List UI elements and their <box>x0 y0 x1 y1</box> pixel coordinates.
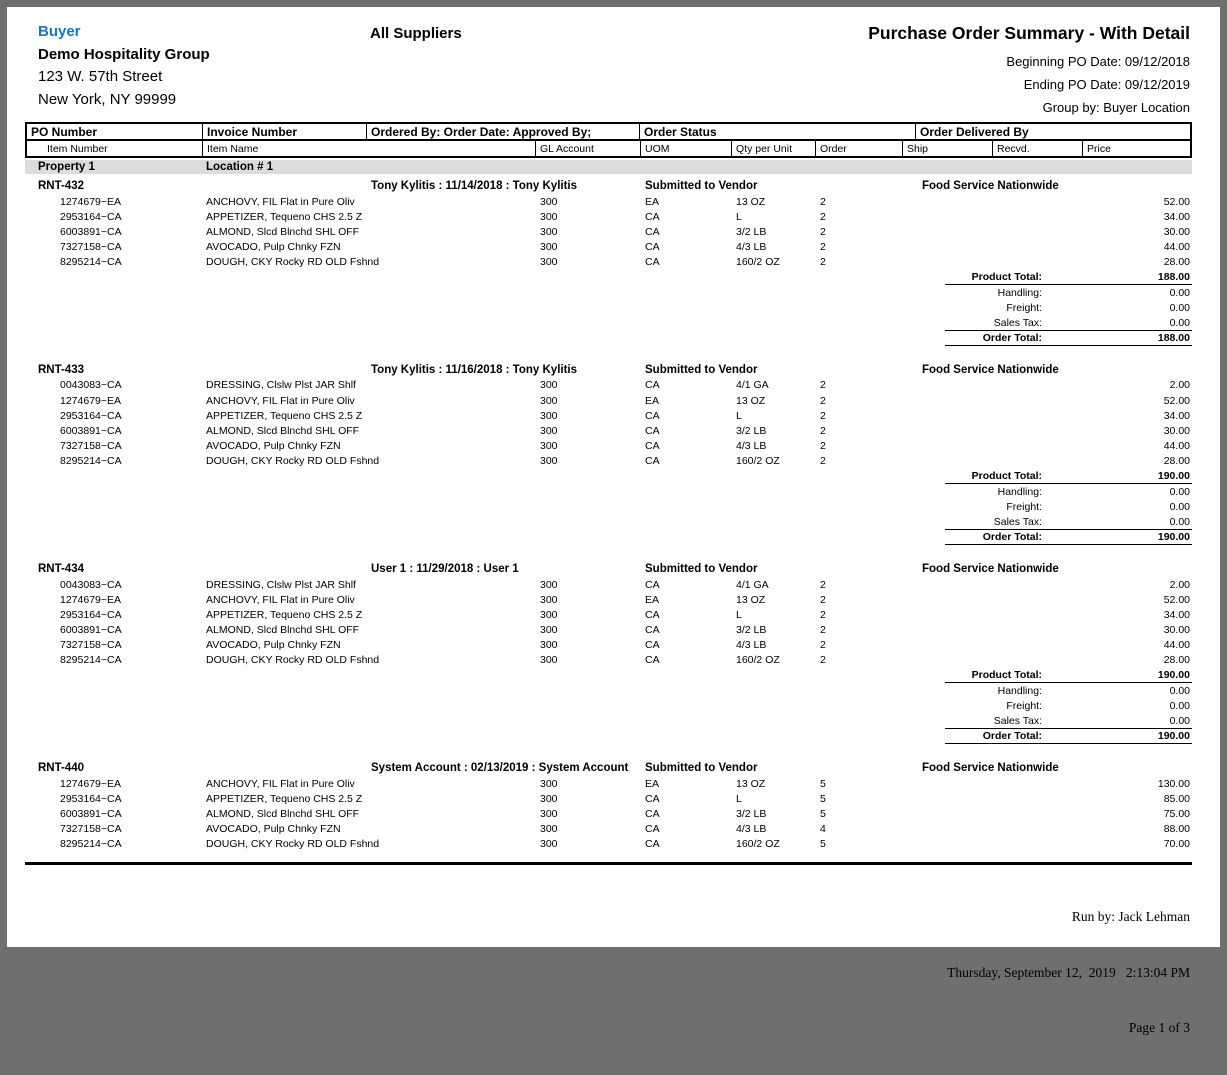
item-row <box>25 638 1192 653</box>
item-name: AVOCADO, Pulp Chnky FZN <box>206 823 341 836</box>
item-name: DRESSING, Clslw Plst JAR Shlf <box>206 379 356 392</box>
price: 28.00 <box>1163 455 1190 468</box>
col-qty-per-unit: Qty per Unit <box>732 141 816 156</box>
uom: CA <box>645 639 660 652</box>
item-number: 0043083~CA <box>60 578 122 591</box>
handling-value: 0.00 <box>1169 286 1190 299</box>
gl-account: 300 <box>540 256 558 269</box>
gl-account: 300 <box>540 455 558 468</box>
order-total-label: Order Total: <box>982 729 1042 742</box>
gl-account: 300 <box>540 807 558 820</box>
item-name: AVOCADO, Pulp Chnky FZN <box>206 440 341 453</box>
sales-tax-value: 0.00 <box>1169 515 1190 528</box>
qty-per-unit: L <box>736 210 742 223</box>
freight-value: 0.00 <box>1169 301 1190 314</box>
item-name: ALMOND, Slcd Blnchd SHL OFF <box>206 807 360 820</box>
price: 70.00 <box>1163 838 1190 851</box>
handling-row <box>945 484 1192 499</box>
col-gl-account: GL Account <box>536 141 641 156</box>
gl-account: 300 <box>540 195 558 208</box>
item-number: 7327158~CA <box>60 639 122 652</box>
order-qty: 2 <box>820 379 826 392</box>
qty-per-unit: 4/3 LB <box>736 440 767 453</box>
order-total-value: 190.00 <box>1157 729 1190 742</box>
item-name: DOUGH, CKY Rocky RD OLD Fshnd <box>206 654 380 667</box>
totals-block <box>945 270 1192 346</box>
uom: CA <box>645 210 660 223</box>
item-name: ALMOND, Slcd Blnchd SHL OFF <box>206 225 360 238</box>
handling-value: 0.00 <box>1169 485 1190 498</box>
qty-per-unit: L <box>736 409 742 422</box>
gl-account: 300 <box>540 241 558 254</box>
item-row <box>25 806 1192 821</box>
uom: EA <box>645 394 660 407</box>
item-number: 6003891~CA <box>60 225 122 238</box>
buyer-label: Buyer <box>38 23 81 40</box>
po-status: Submitted to Vendor <box>645 562 758 575</box>
gl-account: 300 <box>540 654 558 667</box>
report-table <box>25 122 1192 868</box>
order-total-value: 188.00 <box>1157 331 1190 344</box>
order-qty: 2 <box>820 455 826 468</box>
item-row <box>25 194 1192 209</box>
table-header-row-1 <box>27 124 1190 141</box>
report-header <box>868 23 1190 119</box>
page-number: Page 1 of 3 <box>1128 1020 1190 1035</box>
qty-per-unit: 13 OZ <box>736 394 766 407</box>
po-ordered-by: Tony Kylitis : 11/16/2018 : Tony Kylitis <box>371 363 578 376</box>
price: 52.00 <box>1163 394 1190 407</box>
sales-tax-label: Sales Tax: <box>993 515 1042 528</box>
col-item-name: Item Name <box>203 141 536 156</box>
order-qty: 5 <box>820 777 826 790</box>
qty-per-unit: 4/1 GA <box>736 578 769 591</box>
address-line-2: New York, NY 99999 <box>38 90 177 108</box>
price: 34.00 <box>1163 409 1190 422</box>
price: 34.00 <box>1163 608 1190 621</box>
qty-per-unit: 160/2 OZ <box>736 455 780 468</box>
handling-label: Handling: <box>997 286 1042 299</box>
report-title: Purchase Order Summary - With Detail <box>868 23 1190 43</box>
price: 85.00 <box>1163 792 1190 805</box>
item-name: APPETIZER, Tequeno CHS 2.5 Z <box>206 409 363 422</box>
po-group <box>25 760 1192 852</box>
order-qty: 4 <box>820 823 826 836</box>
qty-per-unit: L <box>736 792 742 805</box>
item-row <box>25 224 1192 239</box>
freight-value: 0.00 <box>1169 500 1190 513</box>
qty-per-unit: 160/2 OZ <box>736 654 780 667</box>
report-page <box>7 7 1220 1035</box>
col-order-delivered-by: Order Delivered By <box>920 124 1029 139</box>
qty-per-unit: 4/3 LB <box>736 639 767 652</box>
col-po-number: PO Number <box>27 124 203 139</box>
product-total-value: 190.00 <box>1157 669 1190 682</box>
qty-per-unit: 4/3 LB <box>736 241 767 254</box>
order-qty: 2 <box>820 425 826 438</box>
uom: CA <box>645 379 660 392</box>
sales-tax-value: 0.00 <box>1169 714 1190 727</box>
po-ordered-by: Tony Kylitis : 11/14/2018 : Tony Kylitis <box>371 180 578 192</box>
order-total-value: 190.00 <box>1157 530 1190 543</box>
product-total-label: Product Total: <box>971 271 1042 284</box>
price: 28.00 <box>1163 654 1190 667</box>
ending-po-date: Ending PO Date: 09/12/2019 <box>1023 77 1190 92</box>
order-total-row <box>945 331 1192 346</box>
order-total-label: Order Total: <box>982 331 1042 344</box>
item-row <box>25 607 1192 622</box>
po-group <box>25 561 1192 744</box>
order-qty: 2 <box>820 195 826 208</box>
item-row <box>25 592 1192 607</box>
property-location-band <box>25 160 1192 174</box>
qty-per-unit: 13 OZ <box>736 777 766 790</box>
product-total-row <box>945 469 1192 484</box>
po-group-header <box>25 362 1192 378</box>
suppliers-label: All Suppliers <box>370 25 462 42</box>
item-number: 7327158~CA <box>60 823 122 836</box>
item-row <box>25 423 1192 438</box>
uom: CA <box>645 455 660 468</box>
item-name: ALMOND, Slcd Blnchd SHL OFF <box>206 425 360 438</box>
qty-per-unit: 160/2 OZ <box>736 256 780 269</box>
product-total-row <box>945 270 1192 285</box>
item-name: DOUGH, CKY Rocky RD OLD Fshnd <box>206 838 380 851</box>
po-status: Submitted to Vendor <box>645 363 758 376</box>
gl-account: 300 <box>540 593 558 606</box>
uom: CA <box>645 425 660 438</box>
product-total-label: Product Total: <box>971 470 1042 483</box>
uom: CA <box>645 807 660 820</box>
gl-account: 300 <box>540 792 558 805</box>
product-total-label: Product Total: <box>971 669 1042 682</box>
order-total-row <box>945 729 1192 744</box>
handling-label: Handling: <box>997 485 1042 498</box>
item-row <box>25 209 1192 224</box>
col-price: Price <box>1087 142 1111 155</box>
company-name: Demo Hospitality Group <box>38 45 210 63</box>
handling-row <box>945 285 1192 300</box>
price: 30.00 <box>1163 425 1190 438</box>
item-row <box>25 393 1192 408</box>
po-group <box>25 178 1192 346</box>
item-row <box>25 240 1192 255</box>
po-delivered-by: Food Service Nationwide <box>922 363 1059 376</box>
run-datetime: Thursday, September 12, 2019 2:13:04 PM <box>947 964 1190 980</box>
table-header <box>25 122 1192 158</box>
qty-per-unit: 13 OZ <box>736 593 766 606</box>
item-number: 2953164~CA <box>60 409 122 422</box>
uom: CA <box>645 624 660 637</box>
item-rows <box>25 776 1192 852</box>
table-header-row-2 <box>27 141 1190 156</box>
gl-account: 300 <box>540 608 558 621</box>
freight-row <box>945 499 1192 514</box>
item-name: ANCHOVY, FIL Flat in Pure Oliv <box>206 593 355 606</box>
orders-container <box>25 178 1192 852</box>
item-number: 8295214~CA <box>60 654 122 667</box>
price: 44.00 <box>1163 440 1190 453</box>
group-by: Group by: Buyer Location <box>1042 100 1190 115</box>
sales-tax-row <box>945 515 1192 530</box>
item-number: 0043083~CA <box>60 379 122 392</box>
property-label: Property 1 <box>38 161 95 173</box>
item-name: APPETIZER, Tequeno CHS 2.5 Z <box>206 210 363 223</box>
item-name: ANCHOVY, FIL Flat in Pure Oliv <box>206 777 355 790</box>
report-footer <box>947 871 1190 1075</box>
item-number: 1274679~EA <box>60 195 122 208</box>
uom: CA <box>645 838 660 851</box>
price: 88.00 <box>1163 823 1190 836</box>
item-row <box>25 837 1192 852</box>
uom: EA <box>645 777 660 790</box>
item-number: 7327158~CA <box>60 440 122 453</box>
col-ordered-by: Ordered By: Order Date: Approved By; <box>367 124 640 139</box>
uom: CA <box>645 823 660 836</box>
price: 44.00 <box>1163 241 1190 254</box>
col-order-status: Order Status <box>640 124 916 139</box>
qty-per-unit: 3/2 LB <box>736 225 767 238</box>
order-qty: 5 <box>820 792 826 805</box>
order-qty: 2 <box>820 639 826 652</box>
price: 44.00 <box>1163 639 1190 652</box>
price: 34.00 <box>1163 210 1190 223</box>
sales-tax-row <box>945 714 1192 729</box>
product-total-value: 190.00 <box>1157 470 1190 483</box>
po-number: RNT-434 <box>38 562 85 575</box>
uom: CA <box>645 440 660 453</box>
qty-per-unit: 3/2 LB <box>736 624 767 637</box>
gl-account: 300 <box>540 838 558 851</box>
order-total-row <box>945 530 1192 545</box>
run-by: Run by: Jack Lehman <box>1071 909 1190 924</box>
item-row <box>25 454 1192 469</box>
gl-account: 300 <box>540 210 558 223</box>
price: 2.00 <box>1169 379 1190 392</box>
uom: EA <box>645 195 660 208</box>
po-delivered-by: Food Service Nationwide <box>922 562 1059 575</box>
gl-account: 300 <box>540 624 558 637</box>
price: 28.00 <box>1163 256 1190 269</box>
gl-account: 300 <box>540 578 558 591</box>
item-rows <box>25 194 1192 270</box>
gl-account: 300 <box>540 379 558 392</box>
po-number: RNT-433 <box>38 363 85 376</box>
col-invoice-number: Invoice Number <box>203 124 367 139</box>
item-name: APPETIZER, Tequeno CHS 2.5 Z <box>206 608 363 621</box>
order-qty: 2 <box>820 241 826 254</box>
order-qty: 2 <box>820 394 826 407</box>
po-ordered-by: System Account : 02/13/2019 : System Account <box>371 762 629 774</box>
handling-label: Handling: <box>997 684 1042 697</box>
uom: EA <box>645 593 660 606</box>
col-uom: UOM <box>641 141 732 156</box>
item-name: AVOCADO, Pulp Chnky FZN <box>206 241 341 254</box>
item-number: 2953164~CA <box>60 210 122 223</box>
item-rows <box>25 577 1192 668</box>
qty-per-unit: 160/2 OZ <box>736 838 780 851</box>
order-qty: 5 <box>820 838 826 851</box>
address-line-1: 123 W. 57th Street <box>38 68 163 85</box>
order-qty: 2 <box>820 624 826 637</box>
item-row <box>25 577 1192 592</box>
freight-label: Freight: <box>1006 500 1042 513</box>
po-number: RNT-440 <box>38 762 85 774</box>
price: 52.00 <box>1163 593 1190 606</box>
order-qty: 2 <box>820 225 826 238</box>
gl-account: 300 <box>540 440 558 453</box>
qty-per-unit: 3/2 LB <box>736 425 767 438</box>
item-number: 2953164~CA <box>60 792 122 805</box>
uom: CA <box>645 241 660 254</box>
order-qty: 5 <box>820 807 826 820</box>
uom: CA <box>645 578 660 591</box>
gl-account: 300 <box>540 639 558 652</box>
item-row <box>25 653 1192 668</box>
gl-account: 300 <box>540 409 558 422</box>
gl-account: 300 <box>540 777 558 790</box>
item-name: ANCHOVY, FIL Flat in Pure Oliv <box>206 394 355 407</box>
order-qty: 2 <box>820 210 826 223</box>
item-row <box>25 408 1192 423</box>
gl-account: 300 <box>540 394 558 407</box>
uom: CA <box>645 256 660 269</box>
item-name: ANCHOVY, FIL Flat in Pure Oliv <box>206 195 355 208</box>
freight-row <box>945 300 1192 315</box>
item-number: 6003891~CA <box>60 624 122 637</box>
order-qty: 2 <box>820 593 826 606</box>
item-rows <box>25 378 1192 469</box>
item-name: APPETIZER, Tequeno CHS 2.5 Z <box>206 792 363 805</box>
item-number: 7327158~CA <box>60 241 122 254</box>
po-group-header <box>25 178 1192 194</box>
price: 75.00 <box>1163 807 1190 820</box>
order-qty: 2 <box>820 608 826 621</box>
po-group <box>25 362 1192 545</box>
freight-label: Freight: <box>1006 700 1042 713</box>
freight-value: 0.00 <box>1169 700 1190 713</box>
item-number: 1274679~EA <box>60 777 122 790</box>
item-row <box>25 623 1192 638</box>
freight-label: Freight: <box>1006 301 1042 314</box>
gl-account: 300 <box>540 823 558 836</box>
item-number: 2953164~CA <box>60 608 122 621</box>
item-number: 8295214~CA <box>60 256 122 269</box>
col-item-number: Item Number <box>27 141 203 156</box>
order-qty: 2 <box>820 256 826 269</box>
totals-block <box>945 668 1192 744</box>
po-number: RNT-432 <box>38 180 85 192</box>
sales-tax-label: Sales Tax: <box>993 714 1042 727</box>
po-ordered-by: User 1 : 11/29/2018 : User 1 <box>371 562 519 575</box>
freight-row <box>945 698 1192 713</box>
uom: CA <box>645 792 660 805</box>
handling-value: 0.00 <box>1169 684 1190 697</box>
item-row <box>25 776 1192 791</box>
buyer-block <box>38 21 210 111</box>
totals-block <box>945 469 1192 545</box>
order-total-label: Order Total: <box>982 530 1042 543</box>
qty-per-unit: 4/3 LB <box>736 823 767 836</box>
col-order: Order <box>816 141 903 156</box>
item-row <box>25 255 1192 270</box>
item-number: 6003891~CA <box>60 807 122 820</box>
sales-tax-label: Sales Tax: <box>993 316 1042 329</box>
uom: CA <box>645 608 660 621</box>
item-row <box>25 378 1192 393</box>
item-number: 8295214~CA <box>60 455 122 468</box>
item-number: 8295214~CA <box>60 838 122 851</box>
product-total-value: 188.00 <box>1157 271 1190 284</box>
sales-tax-row <box>945 316 1192 331</box>
po-delivered-by: Food Service Nationwide <box>922 762 1059 774</box>
order-qty: 2 <box>820 440 826 453</box>
footer-rule <box>25 862 1192 865</box>
item-name: DOUGH, CKY Rocky RD OLD Fshnd <box>206 455 380 468</box>
gl-account: 300 <box>540 225 558 238</box>
qty-per-unit: 3/2 LB <box>736 807 767 820</box>
order-qty: 2 <box>820 409 826 422</box>
item-number: 1274679~EA <box>60 593 122 606</box>
po-status: Submitted to Vendor <box>645 762 758 774</box>
qty-per-unit: L <box>736 608 742 621</box>
gl-account: 300 <box>540 425 558 438</box>
po-group-header <box>25 760 1192 776</box>
uom: CA <box>645 654 660 667</box>
price: 30.00 <box>1163 624 1190 637</box>
item-number: 6003891~CA <box>60 425 122 438</box>
uom: CA <box>645 225 660 238</box>
location-label: Location # 1 <box>206 161 274 173</box>
col-ship: Ship <box>903 141 993 156</box>
sales-tax-value: 0.00 <box>1169 316 1190 329</box>
beginning-po-date: Beginning PO Date: 09/12/2018 <box>1006 54 1190 69</box>
po-delivered-by: Food Service Nationwide <box>922 180 1059 192</box>
item-row <box>25 791 1192 806</box>
po-group-header <box>25 561 1192 577</box>
item-row <box>25 439 1192 454</box>
item-name: DRESSING, Clslw Plst JAR Shlf <box>206 578 356 591</box>
po-status: Submitted to Vendor <box>645 180 758 192</box>
item-name: DOUGH, CKY Rocky RD OLD Fshnd <box>206 256 380 269</box>
item-number: 1274679~EA <box>60 394 122 407</box>
price: 130.00 <box>1157 777 1190 790</box>
product-total-row <box>945 668 1192 683</box>
item-name: ALMOND, Slcd Blnchd SHL OFF <box>206 624 360 637</box>
handling-row <box>945 683 1192 698</box>
order-qty: 2 <box>820 578 826 591</box>
col-recvd: Recvd. <box>993 141 1083 156</box>
item-row <box>25 822 1192 837</box>
price: 2.00 <box>1169 578 1190 591</box>
price: 30.00 <box>1163 225 1190 238</box>
qty-per-unit: 13 OZ <box>736 195 766 208</box>
item-name: AVOCADO, Pulp Chnky FZN <box>206 639 341 652</box>
qty-per-unit: 4/1 GA <box>736 379 769 392</box>
price: 52.00 <box>1163 195 1190 208</box>
uom: CA <box>645 409 660 422</box>
order-qty: 2 <box>820 654 826 667</box>
